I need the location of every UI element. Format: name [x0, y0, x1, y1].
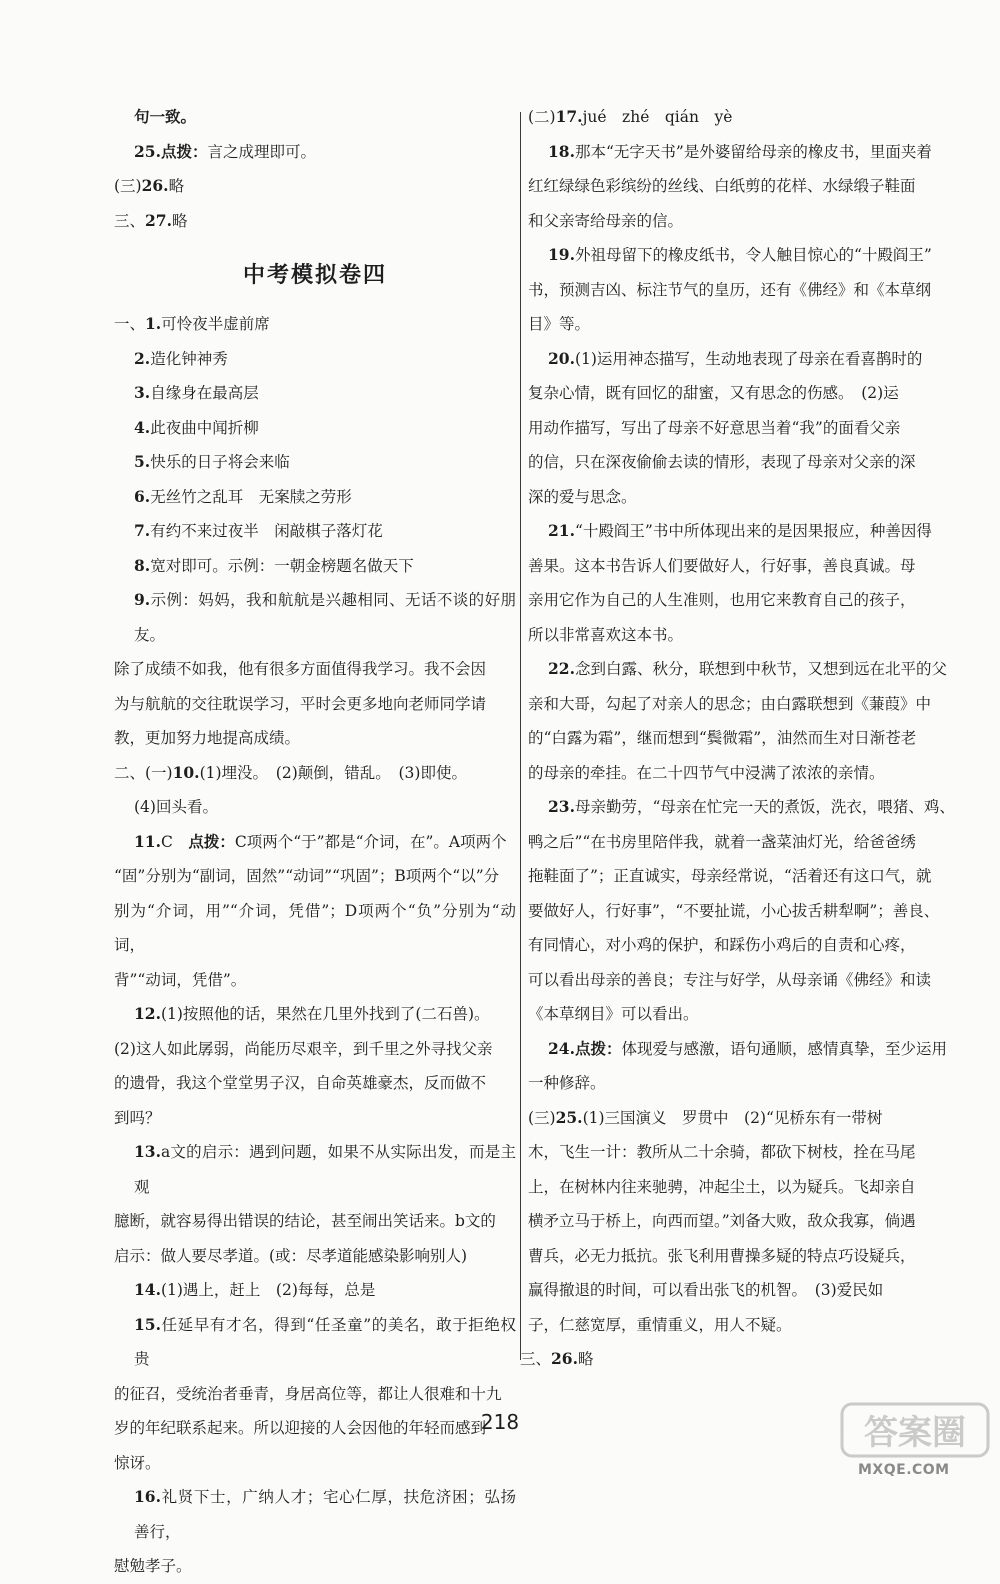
section-marker: 三、 [114, 211, 146, 230]
section-marker: (三) [528, 1108, 556, 1127]
right-column [520, 100, 986, 1377]
answer-text: (1)运用神态描写，生动地表现了母亲在看喜鹊时的 [574, 349, 923, 368]
answer-line [114, 894, 516, 963]
answer-line [114, 1308, 516, 1377]
answer-line [114, 1032, 516, 1067]
question-number: 26. [141, 176, 169, 195]
answer-continuation: 到吗？ [114, 1108, 161, 1127]
answer-continuation: 横矛立马于桥上，向西而望。”刘备大败，敌众我寡，倘遇 [528, 1212, 916, 1230]
question-number: 27. [145, 210, 172, 230]
answer-line [114, 307, 516, 342]
answer-continuation: 和父亲寄给母亲的信。 [528, 211, 684, 230]
answer-line [528, 204, 986, 239]
answer-line [528, 549, 986, 584]
answer-text: 有约不来过夜半 闲敲棋子落灯花 [150, 522, 383, 540]
answer-continuation: 拖鞋面了”；正直诚实，母亲经常说，“活着还有这口气，就 [528, 867, 932, 885]
answer-line [114, 1273, 516, 1308]
answer-continuation: 为与航航的交往耽误学习，平时会更多地向老师同学请 [114, 694, 487, 713]
question-number: 9. [134, 590, 151, 609]
answer-line [528, 1204, 986, 1239]
answer-line [528, 1066, 986, 1101]
answer-continuation: 教，更加努力地提高成绩。 [114, 729, 301, 747]
question-number: 4. [134, 417, 151, 437]
answer-continuation: 除了成绩不如我，他有很多方面值得我学习。我不会因 [114, 660, 487, 678]
question-number: 24. [548, 1038, 575, 1058]
answer-continuation: 的“白露为霜”，继而想到“鬓微霜”，油然而生对日渐苍老 [528, 729, 917, 747]
question-number: 12. [134, 1004, 161, 1023]
question-number: 25. [555, 1107, 583, 1127]
watermark-glyphs: 答案圈 [864, 1413, 966, 1453]
answer-line [528, 1239, 986, 1274]
answer-line [528, 1101, 986, 1136]
answer-line [528, 583, 986, 618]
answer-line [528, 514, 986, 549]
answer-text: 任延早有才名，得到“任圣童”的美名，敢于拒绝权贵 [134, 1315, 516, 1368]
answer-line [114, 135, 516, 170]
answer-line [528, 1032, 986, 1067]
answer-text: 无丝竹之乱耳 无案牍之劳形 [150, 487, 352, 506]
answer-line [114, 756, 516, 791]
left-column [114, 100, 516, 1584]
question-number: 19. [548, 245, 575, 264]
answer-line [528, 342, 986, 377]
question-number: 2. [134, 348, 151, 368]
answer-text: (1)埋没。 (2)颠倒，错乱。 (3)即使。 [199, 763, 467, 782]
answer-continuation: 所以非常喜欢这本书。 [528, 625, 684, 644]
answer-line [528, 1273, 986, 1308]
answer-line [528, 790, 986, 825]
answer-line [528, 100, 986, 135]
answer-continuation: 子，仁慈宽厚，重情重义，用人不疑。 [528, 1315, 792, 1334]
answer-line [114, 997, 516, 1032]
answer-text: 快乐的日子将会来临 [150, 453, 290, 471]
answer-continuation: 赢得撤退的时间，可以看出张飞的机智。 (3)爱民如 [528, 1281, 884, 1299]
answer-continuation: 岁的年纪联系起来。所以迎接的人会因他的年轻而感到 [114, 1419, 487, 1437]
answer-continuation: 曹兵，必无力抵抗。张飞利用曹操多疑的特点巧设疑兵， [528, 1246, 916, 1265]
question-number: 15. [134, 1314, 161, 1334]
answer-text: (1)遇上，赶上 (2)每每，总是 [160, 1281, 376, 1299]
answer-text: jué zhé qián yè [582, 108, 733, 126]
answer-text: (1)按照他的话，果然在几里外找到了(二石兽)。 [160, 1005, 490, 1023]
answer-line [528, 963, 986, 998]
answer-continuation: 要做好人，行好事”，“不要扯谎，小心拔舌耕犁啊”；善良、 [528, 901, 940, 920]
answer-continuation: 背”“动词，凭借”。 [114, 970, 247, 989]
hint-label: 点拨： [574, 1038, 622, 1058]
answer-continuation: “固”分别为“副词，固然”“动词”“巩固”；B项两个“以”分 [114, 867, 500, 885]
answer-continuation: 有同情心，对小鸡的保护，和踩伤小鸡后的自责和心疼， [528, 936, 916, 954]
answer-text: 略 [168, 177, 185, 195]
answer-line [528, 1170, 986, 1205]
hint-label: 句一致。 [134, 107, 197, 126]
answer-line [114, 514, 516, 549]
watermark-site: MXQE.COM [858, 1462, 950, 1478]
answer-line [528, 859, 986, 894]
answer-line [114, 687, 516, 722]
question-number: 16. [134, 1487, 161, 1506]
answer-line [114, 169, 516, 204]
answer-line [114, 1239, 516, 1274]
answer-continuation: 上，在树林内往来驰骋，冲起尘土，以为疑兵。飞却亲自 [528, 1177, 916, 1196]
answer-continuation: 的遗骨，我这个堂堂男子汉，自命英雄豪杰，反而做不 [114, 1074, 487, 1092]
answer-line [114, 549, 516, 584]
answer-text: “十殿阎王”书中所体现出来的是因果报应，种善因得 [574, 522, 932, 540]
answer-continuation: 别为“介词，用”“介词，凭借”；D项两个“负”分别为“动词， [114, 901, 516, 954]
answer-continuation: 复杂心情，既有回忆的甜蜜，又有思念的伤感。 (2)运 [528, 384, 899, 402]
answer-line [528, 756, 986, 791]
hint-label: 点拨： [188, 831, 235, 851]
question-number: 17. [555, 107, 583, 126]
answer-line [114, 790, 516, 825]
question-number: 26. [551, 1349, 578, 1368]
answer-text: 礼贤下士，广纳人才；宅心仁厚，扶危济困；弘扬善行， [134, 1488, 516, 1541]
answer-line [528, 618, 986, 653]
question-number: 1. [145, 314, 162, 333]
section-marker: 一、 [114, 315, 146, 333]
answer-text: (1)三国演义 罗贯中 (2)“见桥东有一带树 [582, 1108, 883, 1127]
answer-line [528, 825, 986, 860]
question-number: 23. [548, 797, 575, 816]
answer-line [114, 721, 516, 756]
answer-continuation: 臆断，就容易得出错误的结论，甚至闹出笑话来。b文的 [114, 1212, 496, 1230]
answer-line [528, 1308, 986, 1343]
answer-continuation: 善果。这本书告诉人们要做好人，行好事，善良真诚。母 [528, 556, 916, 575]
answer-line [528, 411, 986, 446]
page-number: 218 [480, 1410, 520, 1434]
answer-line [114, 1101, 516, 1136]
section-marker: (二) [528, 108, 556, 126]
answer-continuation: (2)这人如此孱弱，尚能历尽艰辛，到千里之外寻找父亲 [114, 1039, 493, 1058]
answer-line [114, 963, 516, 998]
answer-line [114, 411, 516, 446]
answer-continuation: 《本草纲目》可以看出。 [528, 1005, 699, 1023]
answer-line [528, 273, 986, 308]
answer-text: 自缘身在最高层 [150, 384, 259, 402]
answer-continuation: 用动作描写，写出了母亲不好意思当着“我”的面看父亲 [528, 418, 901, 437]
answer-text: 那本“无字天书”是外婆留给母亲的橡皮书，里面夹着 [574, 142, 932, 161]
answer-continuation: 木，飞生一计：教所从二十余骑，都砍下树枝，拴在马尾 [528, 1143, 916, 1161]
question-number: 18. [548, 141, 575, 161]
answer-continuation: 的母亲的牵挂。在二十四节气中浸满了浓浓的亲情。 [528, 763, 885, 782]
answer-line [528, 721, 986, 756]
answer-text: C [160, 832, 189, 851]
answer-line [528, 894, 986, 929]
answer-continuation: 鸭之后”“在书房里陪伴我，就着一盏菜油灯光，给爸爸绣 [528, 832, 916, 851]
answer-line [114, 342, 516, 377]
answer-line [114, 1446, 516, 1481]
answer-text: 体现爱与感激，语句通顺，感情真挚，至少运用 [621, 1039, 947, 1058]
answer-line [528, 376, 986, 411]
answer-text: 母亲勤劳，“母亲在忙完一天的煮饭，洗衣，喂猪、鸡、 [574, 798, 955, 816]
answer-continuation: 一种修辞。 [528, 1074, 606, 1092]
answer-text: a文的启示：遇到问题，如果不从实际出发，而是主观 [134, 1143, 516, 1196]
answer-line [528, 307, 986, 342]
question-number: 7. [134, 521, 151, 540]
answer-continuation: 的信，只在深夜偷偷去读的情形，表现了母亲对父亲的深 [528, 453, 916, 471]
question-number: 22. [548, 659, 575, 678]
answer-line [114, 825, 516, 860]
answer-line [114, 204, 516, 239]
answer-line [528, 1135, 986, 1170]
answer-line [528, 238, 986, 273]
answer-text: (4)回头看。 [134, 798, 218, 816]
answer-continuation: 启示：做人要尽孝道。(或：尽孝道能感染影响别人) [114, 1246, 468, 1265]
answer-continuation: 深的爱与思念。 [528, 487, 637, 506]
answer-line [114, 1549, 516, 1584]
answer-line [114, 480, 516, 515]
answer-line [528, 135, 986, 170]
answer-continuation: 亲用它作为自己的人生准则，也用它来教育自己的孩子， [528, 591, 916, 609]
question-number: 21. [548, 521, 575, 540]
section-marker: (三) [114, 177, 142, 195]
answer-line [114, 859, 516, 894]
answer-line [528, 687, 986, 722]
answer-text: 可怜夜半虚前席 [161, 315, 270, 333]
answer-line [528, 480, 986, 515]
question-number: 14. [134, 1280, 161, 1299]
answer-line [114, 1135, 516, 1204]
hint-label: 点拨： [160, 141, 208, 161]
section-marker: 三、 [520, 1350, 552, 1368]
answer-line [520, 1342, 986, 1377]
answer-text: C项两个“于”都是“介词，在”。A项两个 [234, 832, 507, 851]
answer-line [114, 583, 516, 652]
answer-text: 示例：妈妈，我和航航是兴趣相同、无话不谈的好朋友。 [134, 591, 516, 644]
answer-continuation: 目》等。 [528, 315, 591, 333]
answer-line [528, 445, 986, 480]
answer-text: 略 [577, 1350, 594, 1368]
question-number: 13. [134, 1142, 161, 1161]
answer-line [114, 376, 516, 411]
question-number: 10. [172, 762, 200, 782]
column-divider [520, 112, 521, 1360]
question-number: 11. [134, 831, 161, 851]
answer-continuation: 的征召，受统治者垂青，身居高位等，都让人很难和十九 [114, 1384, 502, 1403]
answer-text: 宽对即可。示例：一朝金榜题名做天下 [150, 556, 414, 575]
answer-line [114, 100, 516, 135]
answer-line [114, 445, 516, 480]
question-number: 3. [134, 383, 151, 402]
answer-continuation: 书，预测吉凶、标注节气的皇历，还有《佛经》和《本草纲 [528, 280, 932, 299]
answer-line [114, 1204, 516, 1239]
answer-continuation: 红红绿绿色彩缤纷的丝线、白纸剪的花样、水绿缎子鞋面 [528, 177, 916, 195]
answer-text: 言之成理即可。 [207, 142, 316, 161]
question-number: 25. [134, 141, 161, 161]
answer-text: 此夜曲中闻折柳 [150, 418, 259, 437]
section-marker: 二、(一) [114, 763, 173, 782]
question-number: 5. [134, 452, 151, 471]
answer-text: 略 [171, 211, 188, 230]
answer-line [114, 652, 516, 687]
question-number: 8. [134, 555, 151, 575]
answer-line [114, 1480, 516, 1549]
answer-text: 外祖母留下的橡皮纸书，令人触目惊心的“十殿阎王” [574, 246, 932, 264]
answer-line [528, 169, 986, 204]
answer-continuation: 慰勉孝子。 [114, 1557, 192, 1575]
answer-continuation: 可以看出母亲的善良；专注与好学，从母亲诵《佛经》和读 [528, 970, 932, 989]
question-number: 6. [134, 486, 151, 506]
answer-line [114, 1377, 516, 1412]
question-number: 20. [548, 348, 575, 368]
answer-line [528, 652, 986, 687]
answer-line [528, 997, 986, 1032]
answer-line [528, 928, 986, 963]
answer-continuation: 亲和大哥，勾起了对亲人的思念；由白露联想到《蒹葭》中 [528, 694, 932, 713]
section-title: 中考模拟卷四 [242, 263, 387, 288]
answer-continuation: 惊讶。 [114, 1453, 161, 1472]
answer-line [114, 1066, 516, 1101]
answer-text: 造化钟神秀 [150, 349, 228, 368]
answer-text: 念到白露、秋分，联想到中秋节，又想到远在北平的父 [574, 660, 947, 678]
